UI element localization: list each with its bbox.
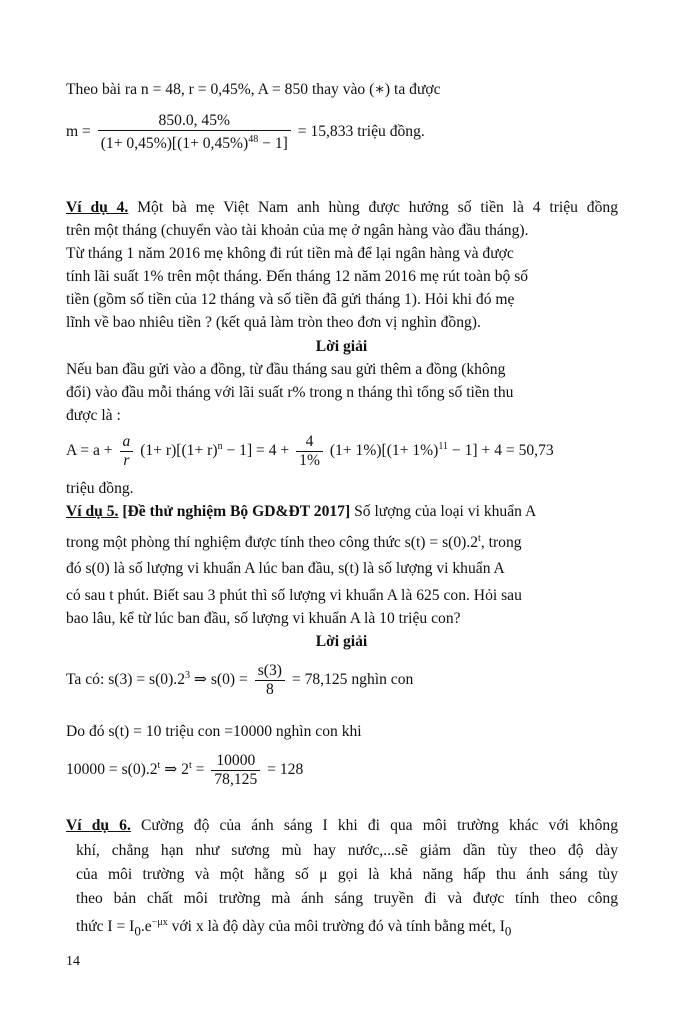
formula-part: A = a + [66,442,113,460]
example-label: Ví dụ 5. [66,503,119,520]
fraction [98,112,291,153]
formula-part: = 128 [267,761,304,779]
formula-A [66,433,554,470]
formula-part: − 1] + 4 = 50,73 [448,442,554,460]
example-6-line-1 [66,815,618,837]
solution-heading: Lời giải [315,633,368,650]
example-label: Ví dụ 6. [66,817,131,834]
formula-part: − 1] [258,135,288,153]
text-line: Từ tháng 1 năm 2016 mẹ không đi rút tiền mà để lại ngân hàng và được [66,245,514,262]
formula-part: = [191,761,205,779]
fraction [120,433,134,470]
fraction-denominator: 78,125 [214,771,258,788]
text-line: tiền (gồm số tiền của 12 tháng và số tiền đã gửi tháng 1). Hỏi khi đó mẹ [66,291,515,308]
fraction-numerator: s(3) [255,662,285,681]
text-line: Nếu ban đầu gửi vào a đồng, từ đầu tháng sau gửi thêm a đồng (không [66,361,506,378]
text-line: khí, chẳng hạn như sương mù hay nước,...sẽ giảm dần tùy theo độ dày [76,842,618,859]
subscript: 0 [504,923,512,939]
formula-m [66,112,425,153]
exponent: 48 [248,134,259,145]
text-line: đổi) vào đầu mỗi tháng với lãi suất r% trong n tháng thì tổng số tiền thu [66,384,514,401]
formula-part: − 1] = 4 + [222,442,290,460]
exponent: −μx [151,917,168,928]
formula-t [66,752,303,789]
formula-part: (1+ 1%)[(1+ 1%) [329,442,439,460]
text: , trong [480,534,522,552]
text: thức I = I [76,918,135,936]
formula-part: (1+ 0,45%)[(1+ 0,45%) [100,135,249,153]
text-line: tính lãi suất 1% trên một tháng. Đến tháng 12 năm 2016 mẹ rút toàn bộ số [66,268,529,285]
formula-part: 10000 = s(0).2 [66,761,158,779]
formula-part: = 15,833 triệu đồng. [297,123,425,141]
fraction-denominator: 1% [299,452,320,469]
text-line: bao lâu, kể từ lúc ban đầu, số lượng vi khuẩn A là 10 triệu con? [66,610,461,627]
subscript: 0 [134,923,141,939]
text-line: có sau t phút. Biết sau 3 phút thì số lượng vi khuẩn A là 625 con. Hỏi sau [66,587,522,604]
example-label: Ví dụ 4. [66,199,129,216]
text: trong một phòng thí nghiệm được tính theo công thức s(t) = s(0).2 [66,534,479,552]
text-line: của môi trường và một hằng số μ gọi là khả năng hấp thu ánh sáng tùy [76,866,618,883]
text-line: theo bản chất môi trường mà ánh sáng truyền đi và được tính theo công [76,890,618,907]
formula-s0 [66,662,413,699]
exponent: 3 [185,669,190,681]
fraction-denominator [98,131,291,153]
text-line: đó s(0) là số lượng vi khuẩn A lúc ban đầu, s(t) là số lượng vi khuẩn A [66,560,505,577]
formula-part: = 78,125 nghìn con [291,671,414,689]
text-line [66,528,522,554]
text: với x là độ dày của môi trường đó và tính bằng mét, I [167,918,505,936]
fraction-denominator: r [123,452,130,469]
text: Một bà mẹ Việt Nam anh hùng được hưởng số tiền là 4 triệu đồng [137,199,618,216]
fraction-numerator: 4 [296,433,323,452]
exponent: t [188,759,192,771]
formula-part: Ta có: s(3) = s(0).2 [66,671,185,689]
text-line: được là : [66,407,121,424]
formula-part: m = [66,123,91,141]
text-line: triệu đồng. [66,480,134,497]
fraction [296,433,323,470]
fraction-numerator: 850.0, 45% [98,112,291,131]
exponent: t [478,533,481,544]
fraction-numerator: a [120,433,134,452]
page-number: 14 [66,954,80,969]
fraction [211,752,260,789]
text: Số lượng của loại vi khuẩn A [354,503,537,520]
text-line [76,912,618,942]
text: Cường độ của ánh sáng I khi đi qua môi trường khác với không [140,817,618,834]
fraction-numerator: 10000 [211,752,260,771]
text-line: lĩnh về bao nhiêu tiền ? (kết quả làm tròn theo đơn vị nghìn đồng). [66,314,481,331]
example-5-line-1 [66,501,536,523]
example-4-line-1 [66,197,618,219]
solution-heading: Lời giải [315,338,368,355]
formula-part: (1+ r)[(1+ r) [140,442,218,460]
text-line: Do đó s(t) = 10 triệu con =10000 nghìn con khi [66,723,362,740]
fraction [255,662,285,699]
fraction-denominator: 8 [265,681,274,698]
text: .e [140,918,152,936]
example-source: [Đề thử nghiệm Bộ GD&ĐT 2017] [122,503,351,520]
exponent: 11 [438,440,449,452]
formula-part: ⇒ s(0) = [190,671,248,689]
text-line: Theo bài ra n = 48, r = 0,45%, A = 850 thay vào (∗) ta được [66,81,441,98]
text-line: trên một tháng (chuyển vào tài khoản của mẹ ở ngân hàng vào đầu tháng). [66,222,529,239]
formula-part: ⇒ 2 [160,761,189,779]
exponent: t [157,759,161,771]
exponent: n [217,440,223,452]
